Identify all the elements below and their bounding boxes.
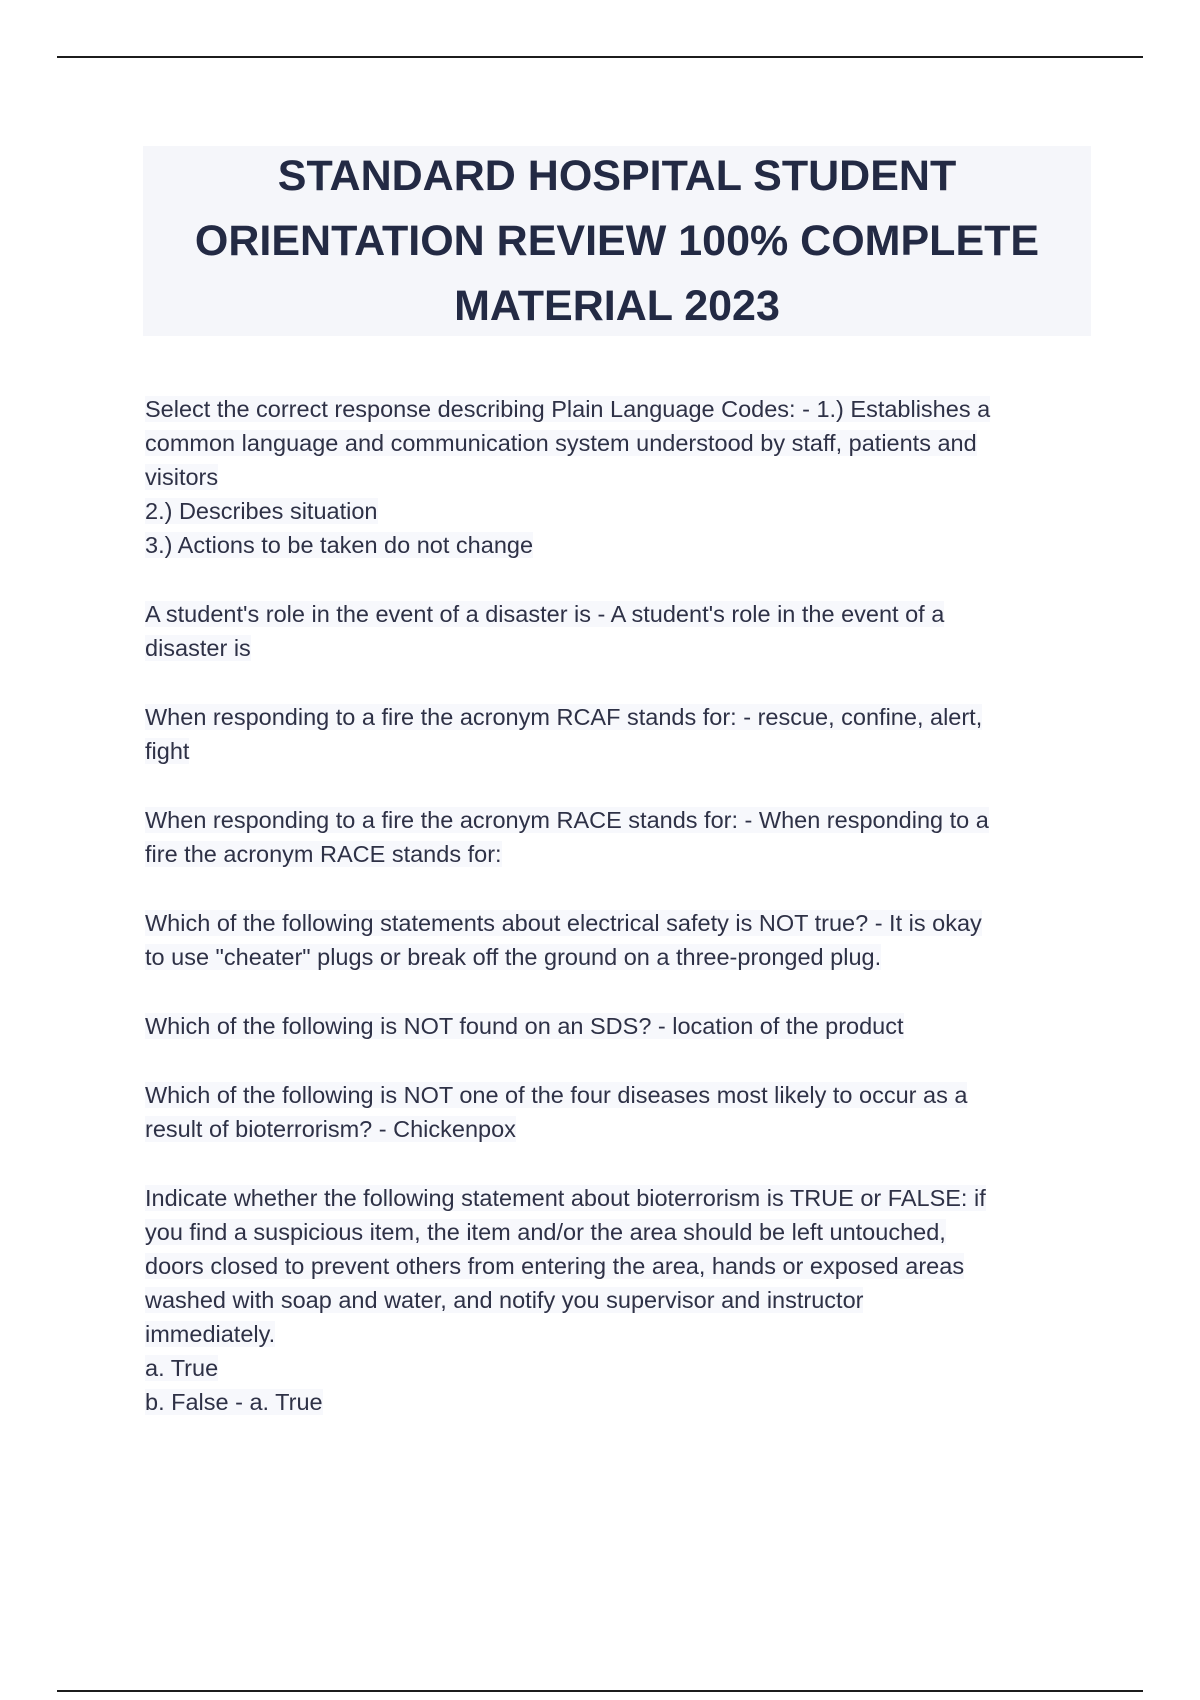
- question-item: [145, 803, 1085, 871]
- bottom-divider: [57, 1690, 1143, 1692]
- text-line: fire the acronym RACE stands for:: [145, 841, 502, 867]
- text-line: When responding to a fire the acronym RCAF stands for: - rescue, confine, alert,: [145, 704, 983, 730]
- question-item: [145, 1078, 1085, 1146]
- text-line: When responding to a fire the acronym RACE stands for: - When responding to a: [145, 807, 989, 833]
- document-title: [143, 146, 1091, 336]
- text-line: you find a suspicious item, the item and/or the area should be left untouched,: [145, 1219, 946, 1245]
- text-line: common language and communication system understood by staff, patients and: [145, 430, 977, 456]
- title-line: STANDARD HOSPITAL STUDENT: [277, 151, 957, 200]
- question-item: [145, 700, 1085, 768]
- question-item: [145, 1181, 1085, 1419]
- top-divider: [57, 56, 1143, 58]
- text-line: Select the correct response describing Plain Language Codes: - 1.) Establishes a: [145, 396, 991, 422]
- text-line: Which of the following statements about electrical safety is NOT true? - It is okay: [145, 910, 982, 936]
- text-line: A student's role in the event of a disaster is - A student's role in the event of a: [145, 601, 945, 627]
- text-line: a. True: [145, 1355, 219, 1381]
- text-line: washed with soap and water, and notify you supervisor and instructor: [145, 1287, 864, 1313]
- text-line: result of bioterrorism? - Chickenpox: [145, 1116, 516, 1142]
- text-line: visitors: [145, 464, 219, 490]
- text-line: Indicate whether the following statement about bioterrorism is TRUE or FALSE: if: [145, 1185, 986, 1211]
- text-line: Which of the following is NOT one of the four diseases most likely to occur as a: [145, 1082, 968, 1108]
- text-line: 3.) Actions to be taken do not change: [145, 532, 534, 558]
- question-item: [145, 392, 1085, 562]
- text-line: disaster is: [145, 635, 251, 661]
- title-line: ORIENTATION REVIEW 100% COMPLETE: [194, 216, 1040, 265]
- question-item: [145, 1009, 1085, 1043]
- question-list: [145, 392, 1085, 1454]
- text-line: immediately.: [145, 1321, 276, 1347]
- text-line: fight: [145, 738, 190, 764]
- text-line: to use "cheater" plugs or break off the ground on a three-pronged plug.: [145, 944, 882, 970]
- question-item: [145, 906, 1085, 974]
- text-line: b. False - a. True: [145, 1389, 323, 1415]
- text-line: Which of the following is NOT found on an SDS? - location of the product: [145, 1013, 904, 1039]
- text-line: doors closed to prevent others from entering the area, hands or exposed areas: [145, 1253, 965, 1279]
- question-item: [145, 597, 1085, 665]
- text-line: 2.) Describes situation: [145, 498, 378, 524]
- title-line: MATERIAL 2023: [454, 281, 780, 330]
